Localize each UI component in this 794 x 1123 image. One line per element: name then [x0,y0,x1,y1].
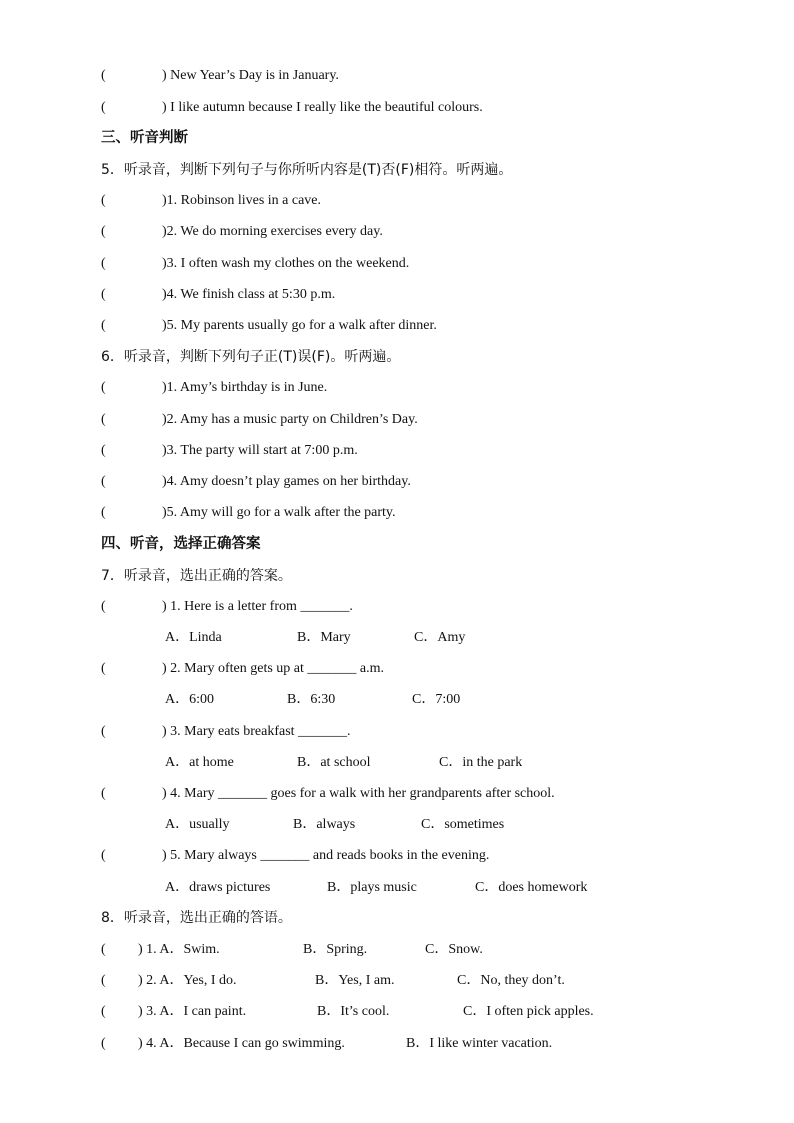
answer-blank[interactable]: ( [101,848,106,863]
answer-blank[interactable]: ( [101,412,106,427]
answer-blank[interactable]: ( [101,786,106,801]
answer-blank[interactable]: ( [101,1004,106,1019]
option-c[interactable]: C．in the park [439,755,523,770]
answer-blank[interactable]: ( [101,380,106,395]
answer-blank[interactable]: ( [101,318,106,333]
option-a[interactable]: A．6:00 [165,692,214,707]
answer-blank[interactable]: ( [101,942,106,957]
option-b[interactable]: B．Yes, I am. [315,973,395,988]
option-b[interactable]: B．plays music [327,880,417,895]
tf-item: ( ) I like autumn because I really like the beautiful colours. [101,100,483,115]
answer-blank[interactable]: ( [101,287,106,302]
answer-blank[interactable]: ( [101,661,106,676]
answer-blank[interactable]: ( [101,68,106,83]
option-a[interactable]: A．Linda [165,630,222,645]
option-c[interactable]: C．No, they don’t. [457,973,565,988]
mc-item: ( ) 2. Mary often gets up at _______ a.m. [101,661,385,676]
question-instruction: 7．听录音，选出正确的答案。 [101,568,292,584]
tf-item: ( )2. Amy has a music party on Children’s Day. [101,412,418,427]
tf-item: ( )3. I often wash my clothes on the weekend. [101,256,410,271]
mc-item: ( ) 5. Mary always _______ and reads books in the evening. [101,848,490,863]
mc-item: ( ) 4. A．Because I can go swimming. [101,1036,345,1051]
answer-blank[interactable]: ( [101,973,106,988]
mc-item: ( ) 4. Mary _______ goes for a walk with her grandparents after school. [101,786,555,801]
option-c[interactable]: C．7:00 [412,692,461,707]
tf-item: ( )4. We finish class at 5:30 p.m. [101,287,336,302]
section-title: 三、听音判断 [101,130,188,146]
tf-item: ( )5. Amy will go for a walk after the party. [101,505,396,520]
answer-blank[interactable]: ( [101,505,106,520]
tf-item: ( )3. The party will start at 7:00 p.m. [101,443,358,458]
mc-item: ( ) 2. A．Yes, I do. [101,973,237,988]
option-b[interactable]: B．6:30 [287,692,336,707]
mc-item: ( ) 1. Here is a letter from _______. [101,599,353,614]
tf-item: ( ) New Year’s Day is in January. [101,68,339,83]
option-a[interactable]: A．at home [165,755,234,770]
option-a[interactable]: A．draws pictures [165,880,271,895]
mc-item: ( ) 3. Mary eats breakfast _______. [101,724,351,739]
option-c[interactable]: C．Snow. [425,942,483,957]
option-b[interactable]: B．Mary [297,630,351,645]
answer-blank[interactable]: ( [101,599,106,614]
answer-blank[interactable]: ( [101,724,106,739]
mc-item: ( ) 3. A．I can paint. [101,1004,247,1019]
option-b[interactable]: B．Spring. [303,942,368,957]
option-c[interactable]: C．I often pick apples. [463,1004,594,1019]
option-a[interactable]: A．usually [165,817,230,832]
option-c[interactable]: C．does homework [475,880,588,895]
tf-item: ( )1. Amy’s birthday is in June. [101,380,328,395]
section-title: 四、听音，选择正确答案 [101,536,261,552]
answer-blank[interactable]: ( [101,224,106,239]
question-instruction: 6．听录音，判断下列句子正(T)误(F)。听两遍。 [101,349,401,365]
answer-blank[interactable]: ( [101,100,106,115]
tf-item: ( )1. Robinson lives in a cave. [101,193,322,208]
answer-blank[interactable]: ( [101,443,106,458]
tf-item: ( )2. We do morning exercises every day. [101,224,383,239]
tf-item: ( )5. My parents usually go for a walk after dinner. [101,318,437,333]
option-c[interactable]: C．Amy [414,630,466,645]
option-b[interactable]: B．always [293,817,356,832]
option-b[interactable]: B．It’s cool. [317,1004,390,1019]
tf-item: ( )4. Amy doesn’t play games on her birthday. [101,474,411,489]
mc-item: ( ) 1. A．Swim. [101,942,220,957]
question-instruction: 8．听录音，选出正确的答语。 [101,910,292,926]
question-instruction: 5．听录音，判断下列句子与你所听内容是(T)否(F)相符。听两遍。 [101,162,513,178]
answer-blank[interactable]: ( [101,1036,106,1051]
answer-blank[interactable]: ( [101,256,106,271]
option-b[interactable]: B．I like winter vacation. [406,1036,553,1051]
answer-blank[interactable]: ( [101,474,106,489]
answer-blank[interactable]: ( [101,193,106,208]
option-b[interactable]: B．at school [297,755,371,770]
option-c[interactable]: C．sometimes [421,817,505,832]
